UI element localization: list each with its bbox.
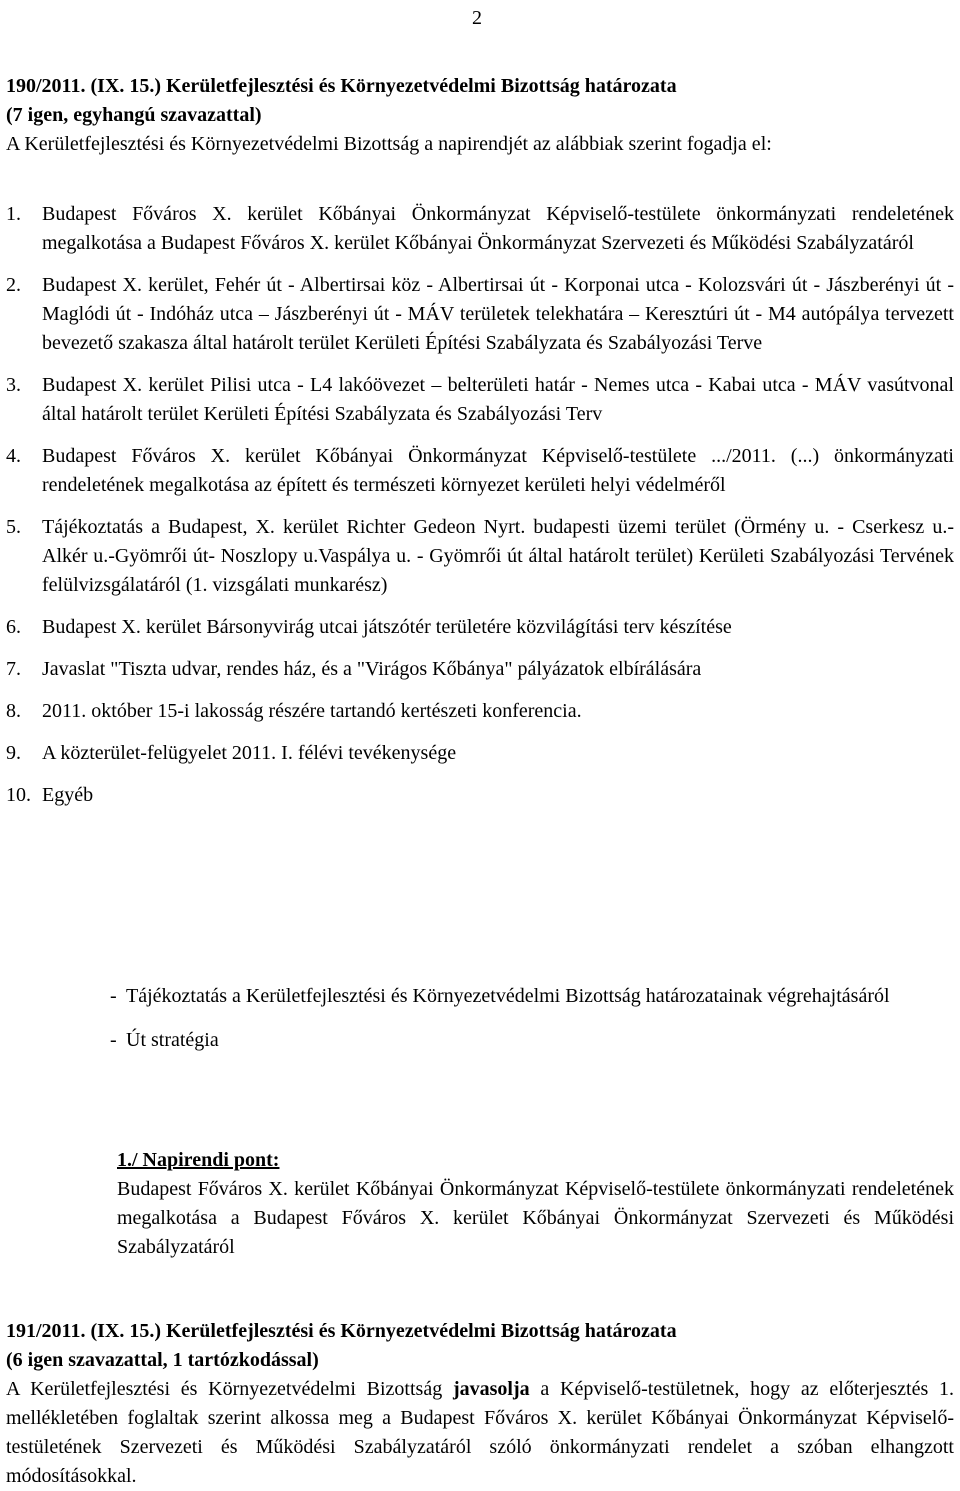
resolution-body-end: a Képviselő-testületnek, hogy az előterjesztés 1. mellékletében foglaltak szerint alkossa meg a Budapest Főváros X. kerület Kőbányai Önkormányzat Képviselő-testületének Szervezeti és Működési Szabályzatáról szóló önkormányzati rendelet a szóban elhangzott módosításokkal.: [6, 1378, 954, 1487]
agenda-item: [6, 781, 954, 810]
agenda-item-text: A közterület-felügyelet 2011. I. félévi tevékenysége: [42, 742, 457, 764]
agenda-item-number: 2.: [6, 274, 21, 296]
agenda-item: [6, 271, 954, 358]
agenda-item-number: 4.: [6, 445, 21, 467]
agenda-item-text: Budapest X. kerület Pilisi utca - L4 lakóövezet – belterületi határ - Nemes utca - Kabai utca - MÁV vasútvonal által határolt terület Kerületi Építési Szabályzata és Szabályozási Terv: [42, 374, 954, 425]
agenda-item-number: 9.: [6, 742, 21, 764]
resolution-heading: 190/2011. (IX. 15.) Kerületfejlesztési és Környezetvédelmi Bizottság határozata: [6, 75, 677, 97]
sub-item: [110, 982, 954, 1011]
agenda-item-number: 5.: [6, 516, 21, 538]
agenda-item-text: Tájékoztatás a Budapest, X. kerület Richter Gedeon Nyrt. budapesti üzemi terület (Örmény u. - Cserkesz u.- Alkér u.-Gyömrői út- Noszlopy u.Vaspálya u. - Gyömrői út által határolt terület) Kerületi Szabályozási Tervének felülvizsgálatáról (1. vizsgálati munkarész): [42, 516, 954, 596]
agenda-list: [6, 200, 954, 823]
resolution-body: A Kerületfejlesztési és Környezetvédelmi Bizottság a napirendjét az alábbiak szerint fogadja el:: [6, 133, 772, 155]
agenda-item-number: 8.: [6, 700, 21, 722]
agenda-item-number: 1.: [6, 203, 21, 225]
resolution-191: [6, 1317, 954, 1491]
resolution-heading: 191/2011. (IX. 15.) Kerületfejlesztési és Környezetvédelmi Bizottság határozata: [6, 1320, 677, 1342]
agenda-point-text: Budapest Főváros X. kerület Kőbányai Önkormányzat Képviselő-testülete önkormányzati rendeletének megalkotása a Budapest Főváros X. kerület Kőbányai Önkormányzat Szervezeti és Működési Szabályzatáról: [117, 1178, 954, 1258]
page-number: 2: [472, 7, 482, 29]
agenda-item-number: 10.: [6, 784, 31, 806]
sub-item-dash: -: [110, 1029, 117, 1051]
agenda-item-text: Budapest X. kerület Bársonyvirág utcai játszótér területére közvilágítási terv készítése: [42, 616, 732, 638]
agenda-item-number: 6.: [6, 616, 21, 638]
agenda-item: [6, 655, 954, 684]
sub-item: [110, 1026, 954, 1055]
resolution-190: [6, 72, 954, 159]
agenda-point-section: [117, 1146, 954, 1262]
agenda-item-text: Budapest Főváros X. kerület Kőbányai Önkormányzat Képviselő-testülete .../2011. (...) önkormányzati rendeletének megalkotása az épített és természeti környezet kerületi helyi védelméről: [42, 445, 954, 496]
agenda-item-text: 2011. október 15-i lakosság részére tartandó kertészeti konferencia.: [42, 700, 582, 722]
agenda-item: [6, 442, 954, 500]
agenda-item: [6, 371, 954, 429]
resolution-body-start: A Kerületfejlesztési és Környezetvédelmi Bizottság: [6, 1378, 453, 1400]
resolution-body-emphasis: javasolja: [452, 1378, 530, 1400]
sub-item-dash: -: [110, 985, 117, 1007]
agenda-item-text: Javaslat "Tiszta udvar, rendes ház, és a "Virágos Kőbánya" pályázatok elbírálására: [42, 658, 702, 680]
agenda-item-text: Budapest X. kerület, Fehér út - Albertirsai köz - Albertirsai út - Korponai utca - Kolozsvári út - Jászberényi út - Maglódi út - Indóház utca – Jászberényi út - MÁV területek telekhatára – Keresztúri út - M4 autópálya tervezett bevezető szakasza által határolt terület Kerületi Építési Szabályzata és Szabályozási Terve: [42, 274, 954, 354]
agenda-item-number: 7.: [6, 658, 21, 680]
other-sub-items: [110, 982, 954, 1070]
agenda-point-title: 1./ Napirendi pont:: [117, 1149, 280, 1171]
sub-item-text: Út stratégia: [126, 1029, 219, 1051]
resolution-vote: (6 igen szavazattal, 1 tartózkodással): [6, 1349, 319, 1371]
sub-item-text: Tájékoztatás a Kerületfejlesztési és Környezetvédelmi Bizottság határozatainak végrehajtásáról: [126, 985, 890, 1007]
agenda-item-text: Egyéb: [42, 784, 94, 806]
agenda-item: [6, 200, 954, 258]
agenda-item: [6, 613, 954, 642]
resolution-vote: (7 igen, egyhangú szavazattal): [6, 104, 262, 126]
agenda-item-text: Budapest Főváros X. kerület Kőbányai Önkormányzat Képviselő-testülete önkormányzati rendeletének megalkotása a Budapest Főváros X. kerület Kőbányai Önkormányzat Szervezeti és Működési Szabályzatáról: [42, 203, 954, 254]
agenda-item: [6, 513, 954, 600]
resolution-body: [6, 1375, 954, 1491]
agenda-item: [6, 739, 954, 768]
agenda-item-number: 3.: [6, 374, 21, 396]
agenda-item: [6, 697, 954, 726]
